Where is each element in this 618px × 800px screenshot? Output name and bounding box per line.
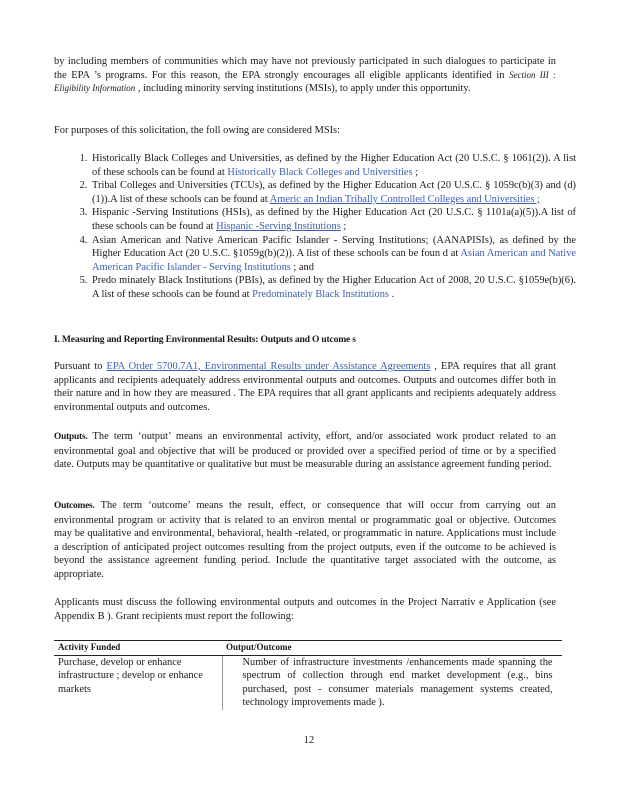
column-header-output: Output/Outcome	[222, 641, 562, 656]
section-reference: Section III : Eligibility Information	[54, 69, 556, 94]
applicants-paragraph: Applicants must discuss the following environmental outputs and outcomes in the Project Narrativ e Application (see Appendix B ). Grant recipients must report the following:	[54, 597, 556, 622]
outcomes-paragraph: Outcomes. The term ‘outcome’ means the result, effect, or consequence that will occur from carrying out an environmental program or activity that is related to an environ mental or programmatic goal or objective. Outcomes may be qualitative and environmental, behavioral, health -related, or programmatic in nature. Applications must include a description of anticipated project outcomes resulting from the project outputs, even if the outcome to be achieved is beyond the assistance agreement funding period. Include the quantitative target associated with the outcome, as appropriate.	[54, 500, 556, 580]
intro-paragraph: by including members of communities which may have not previously participated in such dialogues to participate in the EPA ’s programs. For this reason, the EPA strongly encourages all eligible applicants identified in Section III : Eligibility Information , including minority serving institutions (MSIs), to apply under this opportunity.	[54, 56, 556, 95]
output-cell: Number of infrastructure investments /enhancements made spanning the spectrum of collection through end market development (e.g., bins purchased, post - consumer materials management systems created, technology improvements made ).	[242, 656, 553, 709]
section-heading: I. Measuring and Reporting Environmental Results: Outputs and O utcome s	[54, 334, 356, 345]
hbcu-link[interactable]: Historically Black Colleges and Universities	[227, 166, 413, 178]
outputs-paragraph: Outputs. The term ‘output’ means an environmental activity, effort, and/or associated work product related to an environmental goal and objective that will be produced or provided over a specified period of time or by a specified date. Outputs may be quantitative or qualitative but must be measurable during an assistance agreement funding period.	[54, 431, 556, 471]
pursuant-paragraph: Pursuant to EPA Order 5700.7A1, Environmental Results under Assistance Agreements , EPA requires that all grant applicants and recipients adequately address environmental outputs and outcomes. Outputs and outcomes differ both in their nature and in how they are measured . The EPA requires that all grant applicants and recipients adequately address environmental outputs and outcomes.	[54, 361, 556, 413]
activity-cell: Purchase, develop or enhance infrastructure ; develop or enhance markets	[54, 655, 222, 710]
purposes-paragraph: For purposes of this solicitation, the foll owing are considered MSIs:	[54, 125, 340, 136]
outputs-label: Outputs.	[54, 432, 88, 442]
outputs-table	[54, 640, 562, 710]
list-item: 3. Hispanic -Serving Institutions (HSIs), as defined by the Higher Education Act (20 U.S.C. § 1101a(a)(5)).A list of these schools can be found at Hispanic -Serving Institutions ;	[90, 206, 576, 233]
list-item: 1. Historically Black Colleges and Universities, as defined by the Higher Education Act (20 U.S.C. § 1061(2)). A list of these schools can be found at Historically Black Colleges and Universities ;	[90, 152, 576, 179]
table-row	[54, 655, 562, 710]
pbi-link[interactable]: Predominately Black Institutions	[252, 288, 389, 300]
msi-list	[70, 152, 576, 302]
column-header-activity: Activity Funded	[54, 641, 222, 656]
page-number: 12	[303, 735, 315, 746]
list-item: 4. Asian American and Native American Pacific Islander - Serving Institutions; (AANAPISIs), as defined by the Higher Education Act (20 U.S.C. §1059g(b)(2)). A list of these schools can be foun d at Asian American and Native American Pacific Islander - Serving Institutions ; and	[90, 234, 576, 275]
tcu-link[interactable]: Americ an Indian Tribally Controlled Colleges and Universities ;	[269, 193, 540, 205]
table-header-row	[54, 641, 562, 656]
hsi-link[interactable]: Hispanic -Serving Institutions	[216, 220, 341, 232]
list-item: 5. Predo minately Black Institutions (PBIs), as defined by the Higher Education Act of 2008, 20 U.S.C. §1059e(b)(6). A list of these schools can be found at Predominately Black Institutions .	[90, 274, 576, 301]
list-item: 2. Tribal Colleges and Universities (TCUs), as defined by the Higher Education Act (20 U.S.C. § 1059c(b)(3) and (d)(1)).A list of these schools can be found at Americ an Indian Tribally Controlled Colleges and Universities ;	[90, 179, 576, 206]
epa-order-link[interactable]: EPA Order 5700.7A1, Environmental Results under Assistance Agreements	[106, 361, 431, 372]
aanapisi-link[interactable]: Asian American and Native American Pacific Islander - Serving Institutions	[92, 248, 576, 273]
outcomes-label: Outcomes.	[54, 501, 95, 511]
